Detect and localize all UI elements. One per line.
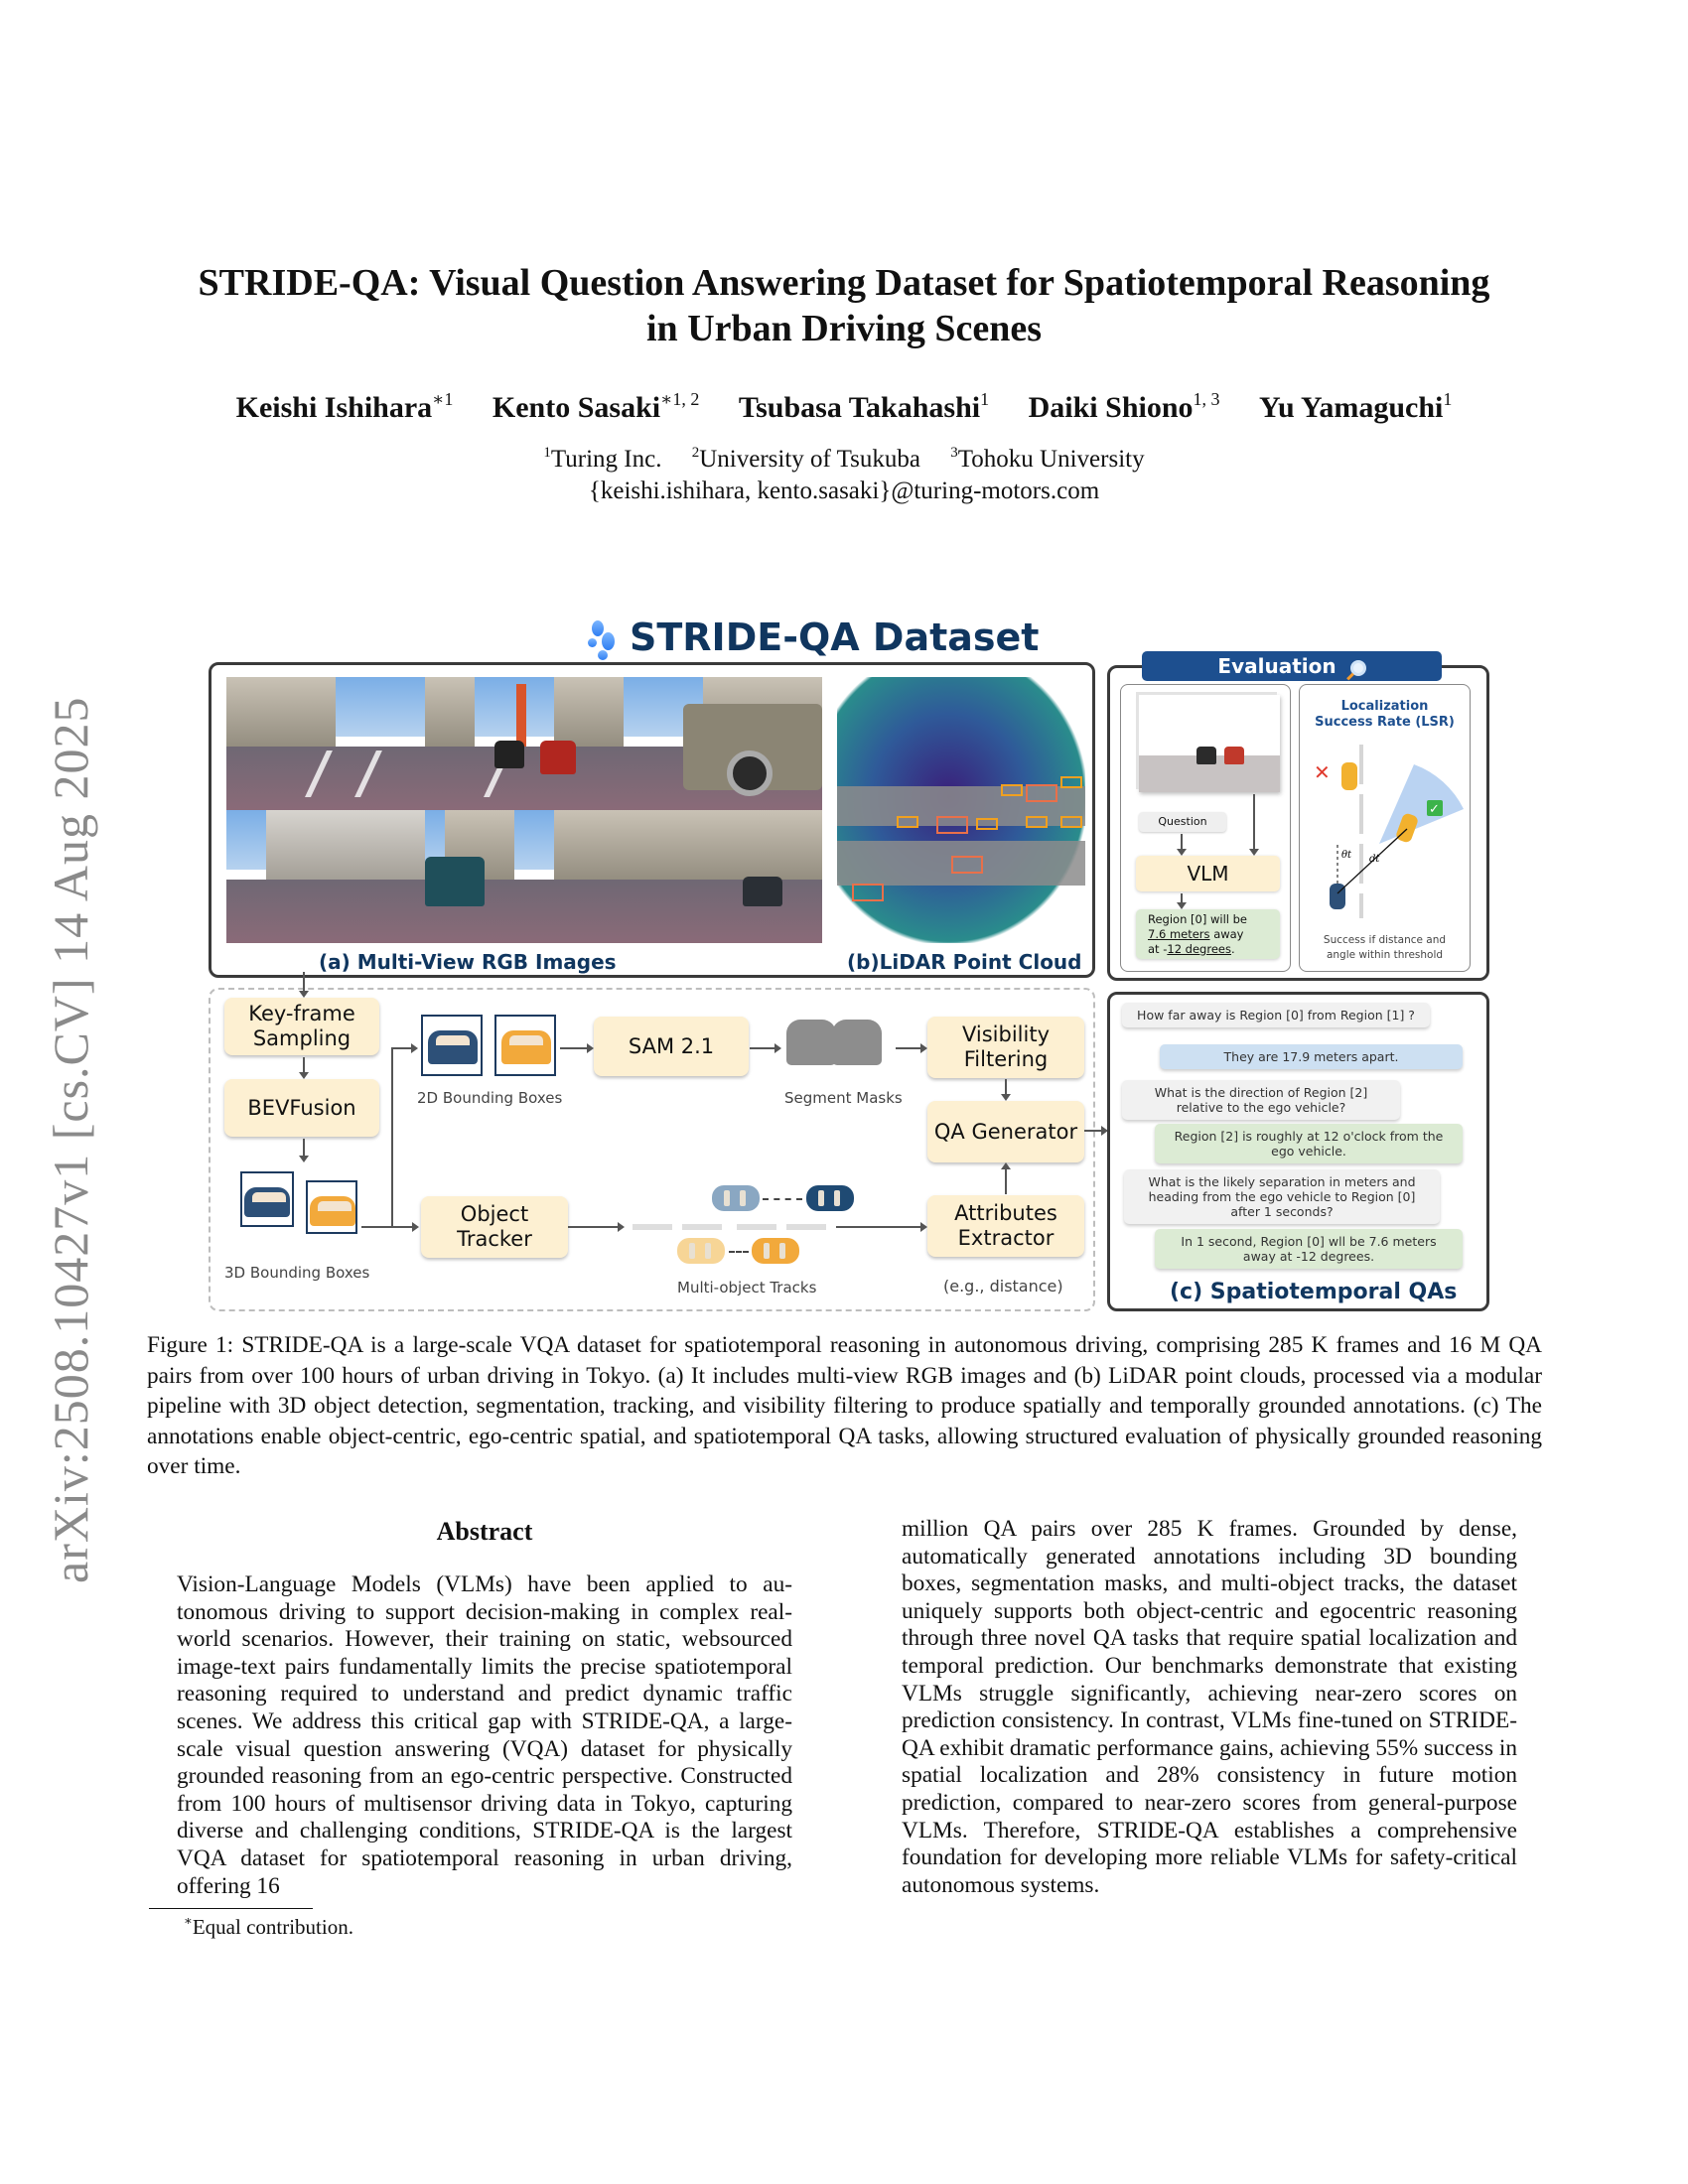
qa-question: How far away is Region [0] from Region [1] ? bbox=[1122, 1003, 1430, 1027]
segment-masks-label: Segment Masks bbox=[784, 1089, 903, 1107]
svg-text:✓: ✓ bbox=[1429, 802, 1440, 817]
svg-text:θt: θt bbox=[1341, 850, 1352, 861]
evaluation-badge bbox=[1142, 651, 1442, 681]
affiliation-mark: 1 bbox=[543, 445, 551, 461]
vlm-answer-chip bbox=[1136, 909, 1280, 959]
answer-text: away bbox=[1213, 927, 1244, 941]
camera-view-image bbox=[226, 677, 425, 810]
track-car-current-icon bbox=[752, 1238, 799, 1264]
author-marks: 1 bbox=[1443, 389, 1453, 409]
footnote-rule bbox=[149, 1908, 313, 1909]
multi-view-rgb-images bbox=[226, 677, 822, 943]
abstract-right-column: million QA pairs over 285 K frames. Grounded by dense, automatically generated annotations including 3D bounding boxes, segmentation masks, and multi-object tracks, the dataset uniquely supports both object-centric and egocentric reasoning through three novel QA tasks that require spatial localization and temporal prediction. Our benchmarks demonstrate that existing VLMs struggle significantly, achieving near-zero scores on prediction consistency. In contrast, VLMs fine-tuned on STRIDE-QA exhibit dramatic performance gains, achieving 55% success in spatial localization and 28% consistency in future motion prediction, compared to near-zero scores from general-purpose VLMs. Therefore, STRIDE-QA establishes a comprehensive foundation for developing more reliable VLMs for safety-critical autonomous systems. bbox=[902, 1516, 1517, 1898]
author-marks: ∗1 bbox=[432, 389, 454, 409]
author-marks: 1 bbox=[980, 389, 990, 409]
author bbox=[739, 391, 989, 424]
figure-1 bbox=[209, 608, 1489, 1322]
lsr-note-line: angle within threshold bbox=[1326, 949, 1444, 961]
author bbox=[1259, 391, 1452, 424]
author-name: Kento Sasaki bbox=[492, 391, 661, 424]
author bbox=[1029, 391, 1220, 424]
answer-text: at - bbox=[1148, 942, 1168, 956]
author-name: Tsubasa Takahashi bbox=[738, 391, 981, 424]
author-list bbox=[149, 389, 1539, 425]
answer-angle: 12 degrees bbox=[1167, 942, 1231, 956]
3d-boxes-label: 3D Bounding Boxes bbox=[224, 1264, 370, 1282]
track-car-current-icon bbox=[806, 1185, 854, 1211]
footnote-mark: ∗ bbox=[184, 1913, 193, 1928]
camera-view-image bbox=[624, 677, 822, 810]
panel-a-caption: (a) Multi-View RGB Images bbox=[319, 950, 617, 974]
qa-question: What is the direction of Region [2] relative to the ego vehicle? bbox=[1122, 1080, 1400, 1120]
visibility-filtering-node: Visibility Filtering bbox=[927, 1017, 1084, 1078]
lsr-title bbox=[1300, 699, 1470, 731]
figure-title bbox=[586, 615, 1039, 660]
title-line-2: in Urban Driving Scenes bbox=[646, 308, 1042, 349]
affiliation bbox=[950, 446, 1144, 473]
arxiv-identifier: arXiv:2508.10427v1 [cs.CV] 14 Aug 2025 bbox=[43, 696, 98, 1583]
annotation-pipeline bbox=[209, 988, 1095, 1311]
camera-view-image bbox=[226, 810, 425, 943]
panel-b-caption: (b)LiDAR Point Cloud bbox=[847, 950, 1082, 974]
attributes-extractor-node: Attributes Extractor bbox=[927, 1195, 1084, 1257]
lsr-diagram bbox=[1299, 684, 1471, 972]
tracks-label: Multi-object Tracks bbox=[677, 1279, 817, 1297]
answer-text: . bbox=[1230, 942, 1235, 956]
2d-bounding-box-icon bbox=[494, 1015, 556, 1076]
vlm-chip: VLM bbox=[1136, 856, 1280, 891]
segment-mask-icon bbox=[786, 1020, 836, 1065]
qa-question: What is the likely separation in meters and heading from the ego vehicle to Region [0] after 1 seconds? bbox=[1124, 1169, 1440, 1224]
abstract-left-column: Vision-Language Models (VLMs) have been applied to autonomous driving to support decision-making in complex real-world scenarios. However, their training on static, websourced image-text pairs fundamentally limits the precise spatiotemporal reasoning required to understand and predict dynamic traffic scenes. We address this critical gap with STRIDE-QA, a large-scale visual question answering (VQA) dataset for physically grounded reasoning from an ego-centric perspective. Constructed from 100 hours of multisensor driving data in Tokyo, capturing diverse and challenging conditions, STRIDE-QA is the largest VQA dataset for spatiotemporal reasoning in urban driving, offering 16 bbox=[177, 1571, 792, 1899]
keyframe-sampling-node: Key-frame Sampling bbox=[224, 998, 379, 1055]
driving-scene-thumbnail bbox=[1139, 695, 1280, 792]
lsr-note bbox=[1300, 933, 1470, 963]
object-tracker-node: Object Tracker bbox=[421, 1196, 568, 1258]
footnote bbox=[184, 1913, 353, 1940]
cross-icon: ✕ bbox=[1314, 760, 1331, 784]
attributes-example-label: (e.g., distance) bbox=[943, 1277, 1063, 1296]
author-marks: 1, 3 bbox=[1193, 389, 1220, 409]
3d-bounding-box-icon bbox=[306, 1180, 357, 1234]
contact-email[interactable]: {keishi.ishihara, kento.sasaki}@turing-motors.com bbox=[588, 478, 1100, 504]
segment-mask-icon bbox=[832, 1020, 882, 1065]
qa-generator-node: QA Generator bbox=[927, 1101, 1084, 1162]
qa-answer: In 1 second, Region [0] wll be 7.6 meters away at -12 degrees. bbox=[1155, 1229, 1463, 1269]
ego-car-icon bbox=[1330, 884, 1345, 909]
bevfusion-node: BEVFusion bbox=[224, 1079, 379, 1137]
figure-caption: Figure 1: STRIDE-QA is a large-scale VQA dataset for spatiotemporal reasoning in autonomous driving, comprising 285 K frames and 16 M QA pairs from over 100 hours of urban driving in Tokyo. (a) It includes multi-view RGB images and (b) LiDAR point clouds, processed via a modular pipeline with 3D object detection, segmentation, tracking, and visibility filtering to produce spatially and temporally grounded annotations. (c) The annotations enable object-centric, ego-centric spatial, and spatiotemporal QA tasks, allowing structured evaluation of physically grounded reasoning over time. bbox=[147, 1332, 1542, 1479]
lsr-note-line: Success if distance and bbox=[1323, 934, 1447, 946]
question-chip: Question bbox=[1139, 812, 1226, 832]
lidar-point-cloud bbox=[837, 677, 1085, 943]
affiliation-name: Tohoku University bbox=[957, 446, 1145, 473]
camera-view-image bbox=[624, 810, 822, 943]
author bbox=[492, 391, 699, 424]
svg-text:dt: dt bbox=[1369, 854, 1380, 865]
track-car-past-icon bbox=[712, 1185, 760, 1211]
2d-boxes-label: 2D Bounding Boxes bbox=[417, 1089, 563, 1107]
evaluation-badge-label: Evaluation bbox=[1217, 654, 1336, 678]
evaluation-flow bbox=[1120, 684, 1291, 972]
answer-text: Region [0] will be bbox=[1148, 912, 1247, 926]
footprint-icon bbox=[586, 620, 620, 660]
author-name: Yu Yamaguchi bbox=[1259, 391, 1444, 424]
answer-distance: 7.6 meters bbox=[1148, 927, 1210, 941]
affiliation bbox=[543, 446, 661, 473]
footnote-text: Equal contribution. bbox=[192, 1915, 353, 1939]
spatiotemporal-qa-panel bbox=[1107, 992, 1489, 1311]
author-name: Keishi Ishihara bbox=[235, 391, 433, 424]
sensor-data-panel bbox=[209, 662, 1095, 978]
author bbox=[236, 391, 454, 424]
sam-node: SAM 2.1 bbox=[594, 1017, 749, 1076]
evaluation-panel bbox=[1107, 665, 1489, 981]
qa-answer: They are 17.9 meters apart. bbox=[1160, 1044, 1463, 1069]
title-line-1: STRIDE-QA: Visual Question Answering Dataset for Spatiotemporal Reasoning bbox=[198, 262, 1490, 304]
affiliations bbox=[149, 437, 1539, 507]
3d-bounding-box-icon bbox=[240, 1171, 294, 1227]
camera-view-image bbox=[425, 810, 624, 943]
figure-title-text: STRIDE-QA Dataset bbox=[630, 615, 1040, 659]
abstract-heading: Abstract bbox=[436, 1517, 533, 1546]
qa-answer: Region [2] is roughly at 12 o'clock from the ego vehicle. bbox=[1155, 1124, 1463, 1163]
affiliation-mark: 2 bbox=[691, 445, 700, 461]
track-car-past-icon bbox=[677, 1238, 725, 1264]
author-name: Daiki Shiono bbox=[1028, 391, 1194, 424]
affiliation-mark: 3 bbox=[950, 445, 958, 461]
panel-c-caption: (c) Spatiotemporal QAs bbox=[1170, 1280, 1458, 1304]
magnifier-icon bbox=[1350, 660, 1366, 676]
car-icon bbox=[1341, 762, 1357, 790]
author-marks: ∗1, 2 bbox=[660, 389, 700, 409]
lsr-title-line: Localization bbox=[1340, 699, 1429, 714]
lsr-title-line: Success Rate (LSR) bbox=[1315, 715, 1455, 730]
affiliation bbox=[692, 446, 920, 473]
affiliation-name: Turing Inc. bbox=[550, 446, 662, 473]
lsr-geometry-diagram bbox=[1300, 735, 1472, 933]
affiliation-name: University of Tsukuba bbox=[699, 446, 921, 473]
2d-bounding-box-icon bbox=[421, 1015, 483, 1076]
camera-view-image bbox=[425, 677, 624, 810]
paper-title bbox=[149, 260, 1539, 351]
